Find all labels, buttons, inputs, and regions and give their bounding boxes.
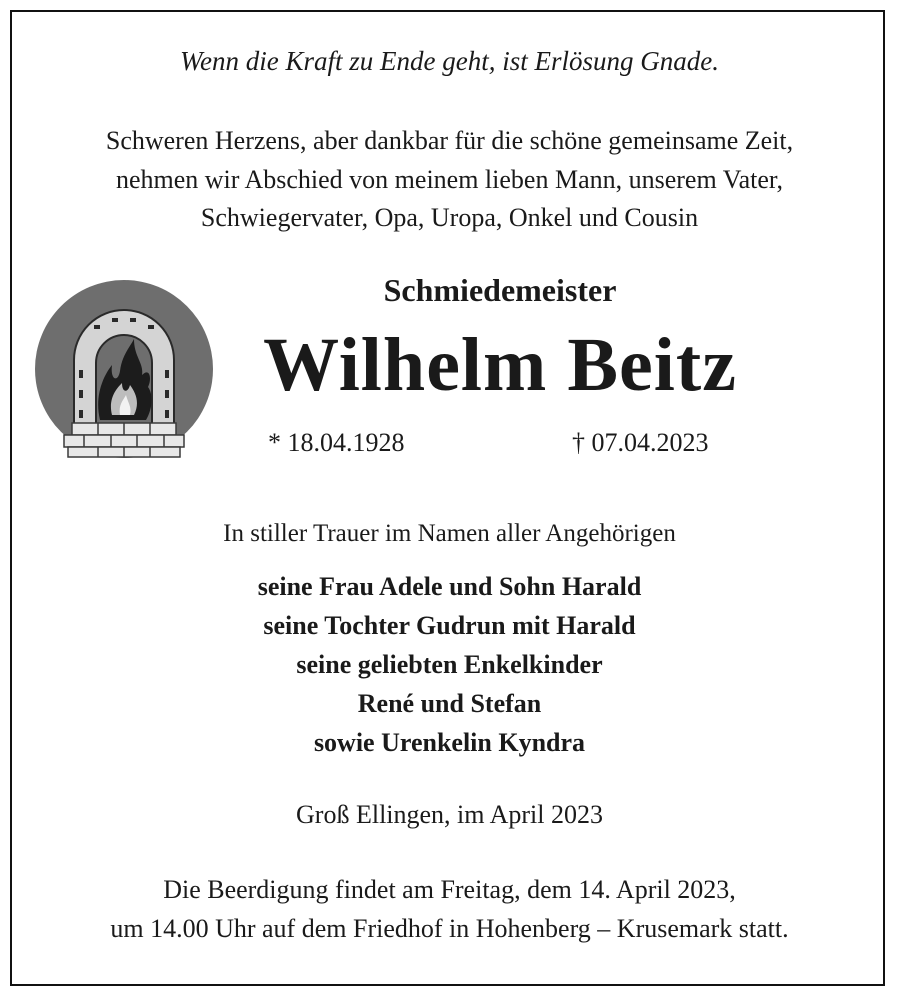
place-date: Groß Ellingen, im April 2023: [296, 800, 603, 829]
deceased-name: Wilhelm Beitz: [263, 323, 737, 407]
deceased-title: Schmiedemeister: [383, 272, 617, 308]
family-line-1: seine Frau Adele und Sohn Harald: [257, 572, 642, 601]
obituary-border: [10, 10, 885, 986]
brick-wall: [64, 423, 184, 457]
intro-line-3: Schwiegervater, Opa, Uropa, Onkel und Cousin: [200, 203, 699, 232]
family-line-2: seine Tochter Gudrun mit Harald: [263, 611, 636, 640]
mourners-intro: In stiller Trauer im Namen aller Angehörigen: [223, 520, 676, 547]
motto: Wenn die Kraft zu Ende geht, ist Erlösung Gnade.: [180, 46, 719, 76]
intro-line-1: Schweren Herzens, aber dankbar für die schöne gemeinsame Zeit,: [105, 126, 794, 155]
family-line-5: sowie Urenkelin Kyndra: [313, 728, 586, 757]
funeral-line-2: um 14.00 Uhr auf dem Friedhof in Hohenberg – Krusemark statt.: [110, 914, 789, 943]
death-date: † 07.04.2023: [572, 428, 709, 457]
funeral-line-1: Die Beerdigung findet am Freitag, dem 14. April 2023,: [163, 875, 736, 904]
family-line-3: seine geliebten Enkelkinder: [296, 650, 603, 679]
family-line-4: René und Stefan: [357, 689, 542, 718]
horseshoe-fire-icon: [34, 275, 214, 463]
intro-line-2: nehmen wir Abschied von meinem lieben Mann, unserem Vater,: [115, 165, 784, 194]
birth-date: * 18.04.1928: [268, 428, 405, 457]
